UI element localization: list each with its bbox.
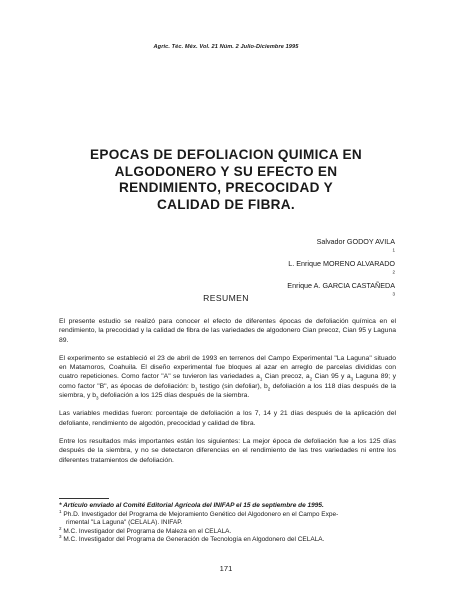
journal-header: Agric. Téc. Méx. Vol. 21 Núm. 2 Julio-Diciembre 1995 bbox=[153, 44, 299, 50]
abstract-paragraph: El experimento se estableció el 23 de abril de 1993 en terrenos del Campo Experimental "La Laguna" situado en Matamoros, Coahuila. El diseño experimental fue bloques al azar en arreglo de parcelas divididas con cuatro repeticiones. Como factor "A" se tuvieron las variedades $a_1$ Cian precoz, $a_2$ Cian 95 y $a_3$ Laguna 89; y como factor "B", as épocas de defoliación: $b_1$ testigo (sin defoliar), $b_2$ defoliación a los 118 días después de la siembra, y $b_3$ defoliación a los 125 días después de la siembra. bbox=[59, 354, 396, 401]
abstract-paragraph: Entre los resultados más importantes están los siguientes: La mejor época de defoliación fue a los 125 días después de la siembra, y no se detectaron diferencias en el rendimiento de las tres variedades ni entre los diferentes tratamientos de defoliación. bbox=[59, 437, 396, 464]
author: Enrique A. GARCIA CASTAÑEDA $^3$ bbox=[287, 281, 395, 297]
title-line: CALIDAD DE FIBRA. bbox=[156, 196, 295, 212]
abstract-paragraph: Las variables medidas fueron: porcentaje de defoliación a los 7, 14 y 21 días después de la aplicación del defoliante, rendimiento de algodón, precocidad y calidad de fibra. bbox=[59, 410, 396, 427]
footnote-1-cont: rimental "La Laguna" (CELALA). INIFAP. bbox=[66, 519, 183, 527]
page-number: 171 bbox=[219, 564, 233, 573]
title-line: RENDIMIENTO, PRECOCIDAD Y bbox=[119, 180, 333, 195]
footnotes bbox=[59, 502, 396, 545]
author: L. Enrique MORENO ALVARADO $^2$ bbox=[288, 259, 395, 275]
footnote-submission: * Artículo enviado al Comité Editorial Agrícola del INIFAP el 15 de septiembre de 1995. bbox=[59, 502, 324, 509]
abstract-paragraph: El presente estudio se realizó para conocer el efecto de diferentes épocas de defoliación química en el rendimiento, la precocidad y la calidad de fibra de las variedades de algodonero Cian precoz, Cian 95 y Laguna 89. bbox=[59, 318, 396, 344]
author: Salvador GODOY AVILA $^1$ bbox=[316, 237, 395, 253]
footnote-1: $^1$ Ph.D. Investigador del Programa de Mejoramiento Genético del Algodonero en el Campo Expe- bbox=[59, 508, 339, 518]
title-line: EPOCAS DE DEFOLIACION QUIMICA EN bbox=[90, 147, 362, 162]
article-title bbox=[60, 147, 392, 213]
title-line: ALGODONERO Y SU EFECTO EN bbox=[114, 163, 338, 179]
abstract-body bbox=[59, 317, 396, 474]
footnote-3: $^3$ M.C. Investigador del Programa de Generación de Tecnología en Algodonero del CELALA. bbox=[59, 534, 325, 544]
footnote-divider bbox=[59, 498, 109, 499]
abstract-heading: RESUMEN bbox=[203, 293, 249, 303]
footnote-2: $^2$ M.C. Investigador del Programa de Maleza en el CELALA. bbox=[59, 525, 232, 535]
